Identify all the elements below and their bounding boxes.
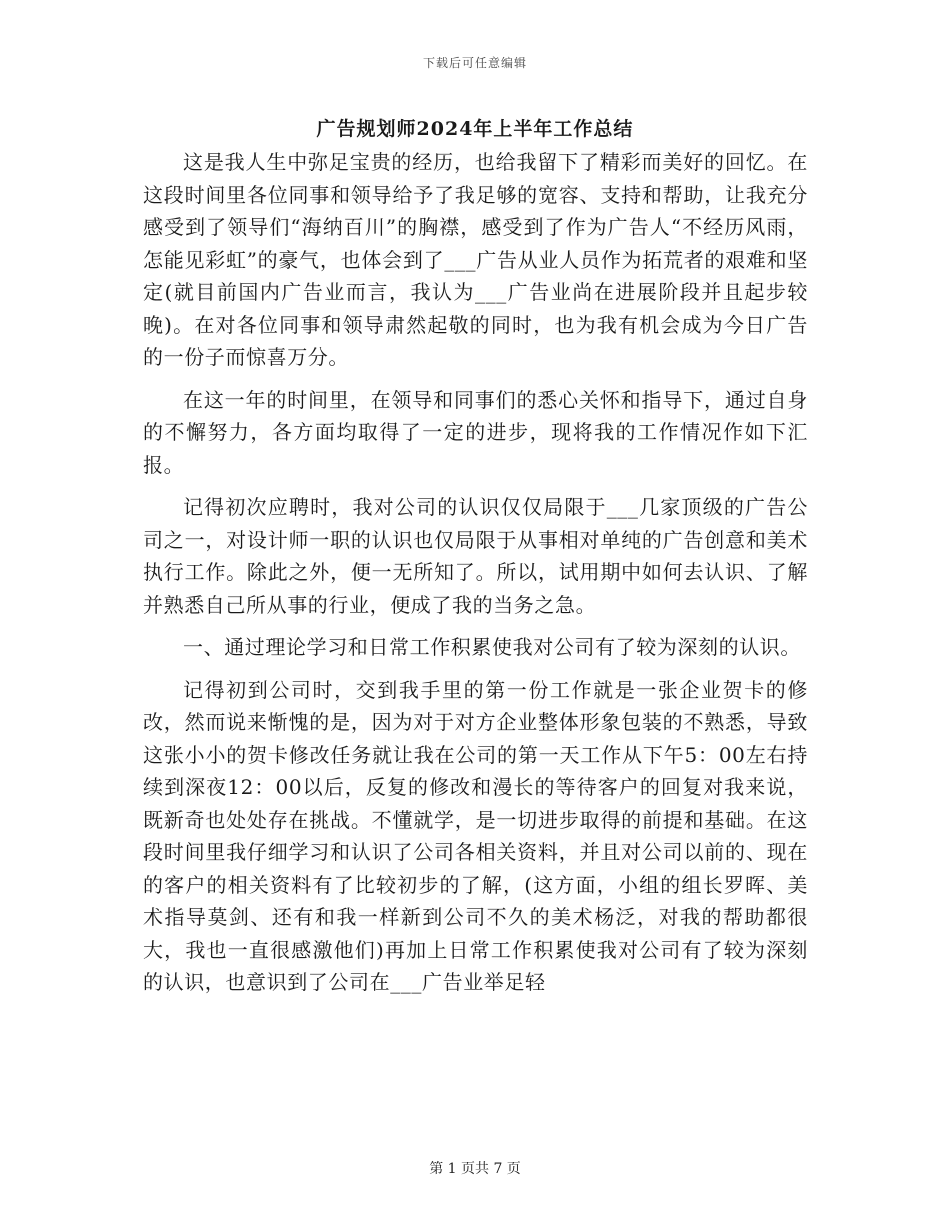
document-title: 广告规划师2024年上半年工作总结 (316, 118, 634, 140)
paragraph: 记得初到公司时，交到我手里的第一份工作就是一张企业贺卡的修改，然而说来惭愧的是，因为对于对方企业整体形象包装的不熟悉，导致这张小小的贺卡修改任务就让我在公司的第一天工作从下午5：00左右持续到深夜12：00以后，反复的修改和漫长的等待客户的回复对我来说，既新奇也处处存在挑战。不懂就学，是一切进步取得的前提和基础。在这段时间里我仔细学习和认识了公司各相关资料，并且对公司以前的、现在的客户的相关资料有了比较初步的了解，(这方面，小组的组长罗晖、美术指导莫剑、还有和我一样新到公司不久的美术杨泛，对我的帮助都很大，我也一直很感激他们)再加上日常工作积累使我对公司有了较为深刻的认识，也意识到了公司在___广告业举足轻 (143, 677, 808, 994)
paragraph: 这是我人生中弥足宝贵的经历，也给我留下了精彩而美好的回忆。在这段时间里各位同事和领导给予了我足够的宽容、支持和帮助，让我充分感受到了领导们“海纳百川”的胸襟，感受到了作为广告人“不经历风雨，怎能见彩虹”的豪气，也体会到了___广告从业人员作为拓荒者的艰难和坚定(就目前国内广告业而言，我认为___广告业尚在进展阶段并且起步较晚)。在对各位同事和领导肃然起敬的同时，也为我有机会成为今日广告的一份子而惊喜万分。 (143, 150, 808, 369)
paragraph: 在这一年的时间里，在领导和同事们的悉心关怀和指导下，通过自身的不懈努力，各方面均取得了一定的进步，现将我的工作情况作如下汇报。 (143, 387, 808, 477)
page-number: 第 1 页共 7 页 (429, 1161, 521, 1177)
document-body (143, 146, 808, 1009)
section-heading: 一、通过理论学习和日常工作积累使我对公司有了较为深刻的认识。 (183, 635, 801, 659)
header-note: 下载后可任意编辑 (422, 56, 527, 70)
paragraph: 记得初次应聘时，我对公司的认识仅仅局限于___几家顶级的广告公司之一，对设计师一职的认识也仅局限于从事相对单纯的广告创意和美术执行工作。除此之外，便一无所知了。所以，试用期中如何去认识、了解并熟悉自己所从事的行业，便成了我的当务之急。 (143, 495, 808, 617)
